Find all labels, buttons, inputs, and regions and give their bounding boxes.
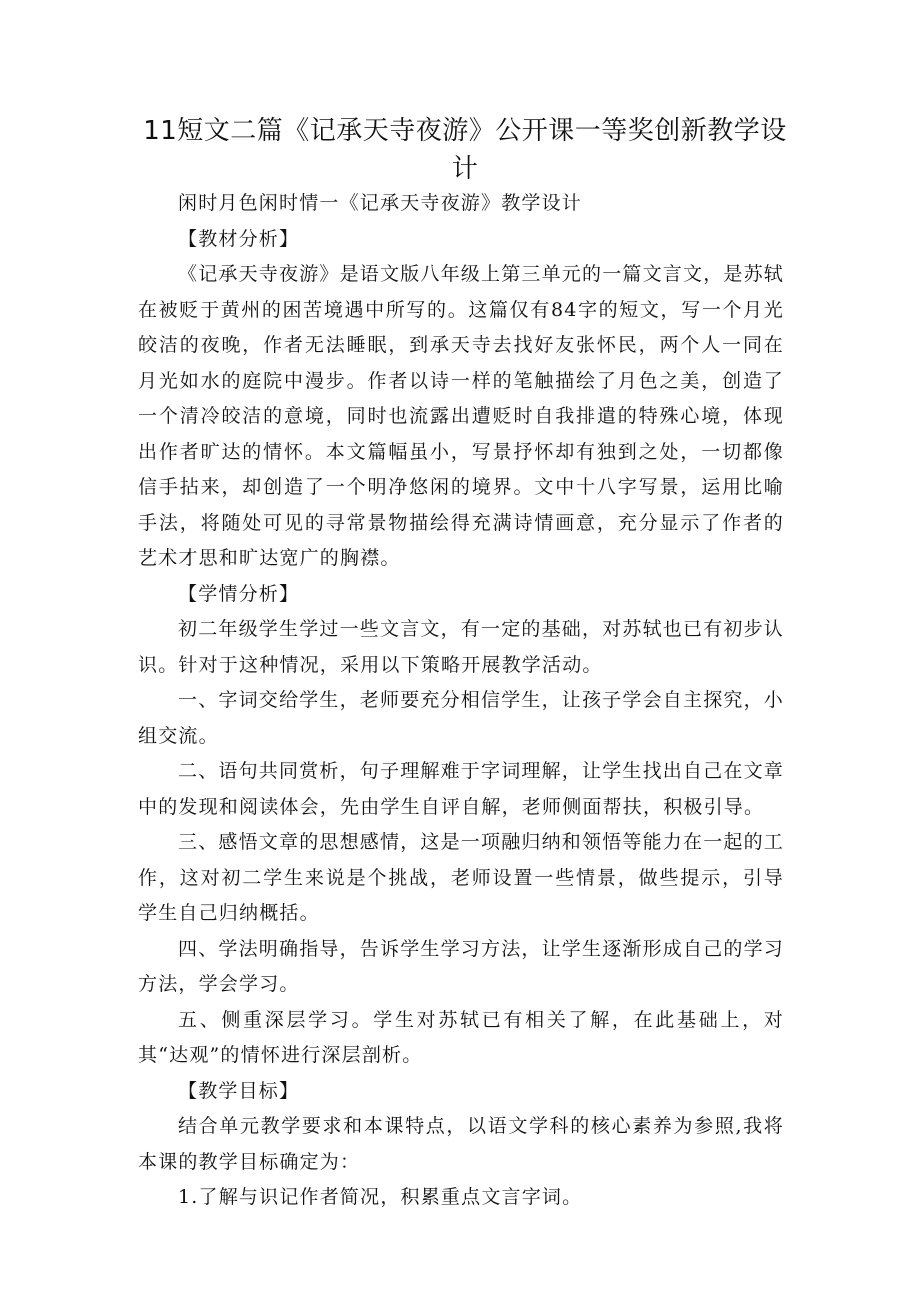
paragraph-student-intro: 初二年级学生学过一些文言文，有一定的基础，对苏轼也已有初步认识。针对于这种情况，采用以下策略开展教学活动。: [138, 618, 785, 676]
document-title: 11短文二篇《记承天寺夜游》公开课一等奖创新教学设计: [143, 116, 787, 184]
paragraph-strategy-4: 四、学法明确指导，告诉学生学习方法，让学生逐渐形成自己的学习方法，学会学习。: [138, 937, 785, 995]
section-heading-student-analysis: 【学情分析】: [178, 582, 300, 605]
paragraph-textbook-analysis: 《记承天寺夜游》是语文版八年级上第三单元的一篇文言文，是苏轼在被贬于黄州的困苦境遇中所写的。这篇仅有84字的短文，写一个月光皎洁的夜晚，作者无法睡眠，到承天寺去找好友张怀民，两个人一同在月光如水的庭院中漫步。作者以诗一样的笔触描绘了月色之美，创造了一个清冷皎洁的意境，同时也流露出遭贬时自我排遣的特殊心境，体现出作者旷达的情怀。本文篇幅虽小，写景抒怀却有独到之处，一切都像信手拈来，却创造了一个明净悠闲的境界。文中十八字写景，运用比喻手法，将随处可见的寻常景物描绘得充满诗情画意，充分显示了作者的艺术才思和旷达宽广的胸襟。: [138, 263, 785, 569]
section-heading-textbook-analysis: 【教材分析】: [178, 227, 300, 250]
paragraph-goals-intro: 结合单元教学要求和本课特点，以语文学科的核心素养为参照,我将本课的教学目标确定为：: [138, 1115, 784, 1173]
paragraph-goal-1: 1.了解与识记作者简况，积累重点文言字词。: [178, 1186, 583, 1208]
document-subtitle: 闲时月色闲时情一《记承天寺夜游》教学设计: [178, 192, 583, 214]
document-body: [138, 186, 784, 1216]
paragraph-strategy-1: 一、字词交给学生，老师要充分相信学生，让孩子学会自主探究，小组交流。: [138, 689, 785, 747]
paragraph-strategy-5: 五、侧重深层学习。学生对苏轼已有相关了解，在此基础上，对其“达观”的情怀进行深层剖析。: [138, 1008, 784, 1066]
paragraph-strategy-2: 二、语句共同赏析，句子理解难于字词理解，让学生找出自己在文章中的发现和阅读体会，先由学生自评自解，老师侧面帮扶，积极引导。: [138, 760, 785, 818]
section-heading-teaching-goals: 【教学目标】: [178, 1079, 300, 1102]
paragraph-strategy-3: 三、感悟文章的思想感情，这是一项融归纳和领悟等能力在一起的工作，这对初二学生来说是个挑战，老师设置一些情景，做些提示，引导学生自己归纳概括。: [138, 831, 785, 924]
